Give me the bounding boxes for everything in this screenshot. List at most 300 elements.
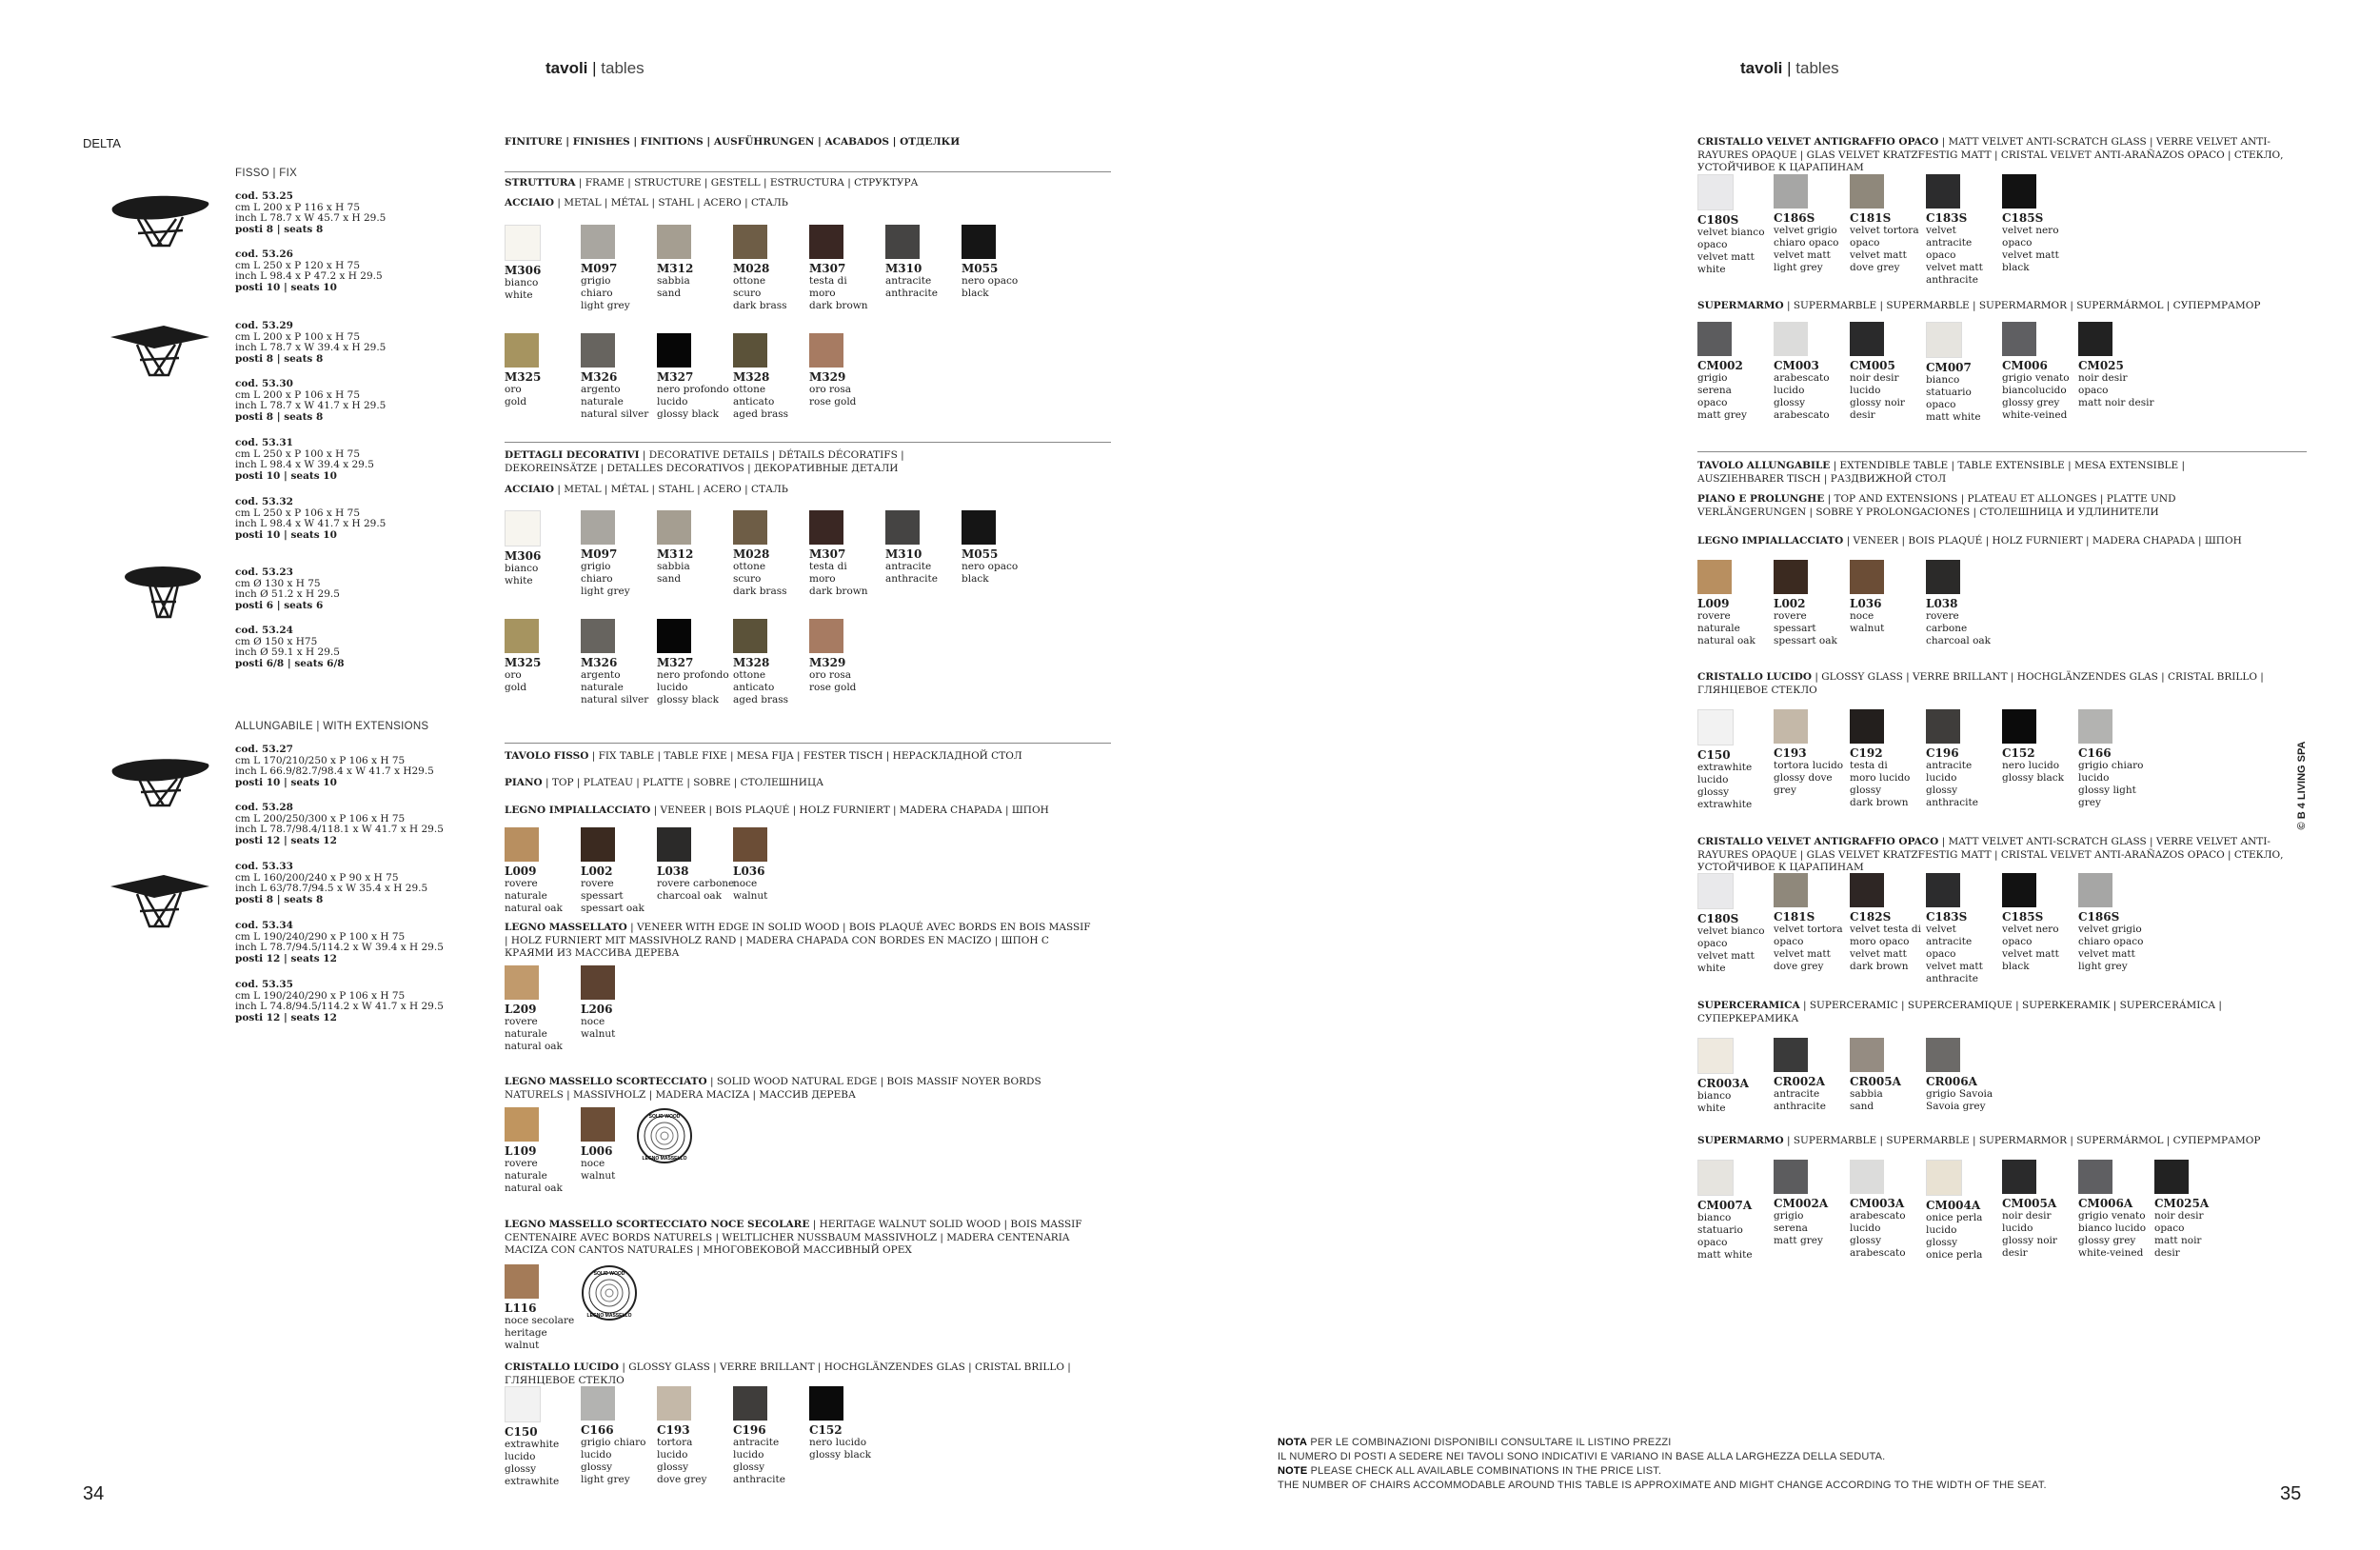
swatch-label: ottone scuro dark brass — [733, 275, 787, 311]
product-spec — [235, 803, 464, 846]
product-code: cod. 53.34 — [235, 920, 293, 931]
swatch-label: bianco white — [505, 277, 539, 301]
swatch-code: CR005A — [1850, 1075, 1901, 1088]
swatch-chip — [885, 510, 920, 545]
swatch-chip — [505, 619, 539, 653]
swatch-label: grigio chiaro lucido glossy light grey — [2078, 760, 2144, 808]
section-piano: PIANO | TOP | PLATEAU | PLATTE | SOBRE | СТОЛЕШНИЦА — [505, 777, 824, 788]
swatch-label: rovere spessart spessart oak — [1774, 610, 1837, 646]
swatch-label: velvet antracite opaco velvet matt anthracite — [1926, 924, 1983, 984]
swatch-code: M310 — [885, 262, 922, 275]
swatch-code: M329 — [809, 656, 846, 669]
swatch-chip — [2078, 873, 2112, 907]
section-supermarmo-ext: SUPERMARMO | SUPERMARBLE | SUPERMARBLE | SUPERMARMOR | SUPERMÁRMOL | СУПЕРМРАМОР — [1697, 1135, 2261, 1146]
finish-swatch — [657, 333, 735, 421]
swatch-chip — [885, 225, 920, 259]
product-spec — [235, 379, 464, 423]
swatch-code: C196 — [1926, 746, 1959, 760]
swatch-chip — [1697, 873, 1734, 909]
swatch-label: oro gold — [505, 384, 527, 407]
swatch-chip — [657, 1386, 691, 1421]
swatch-chip — [809, 333, 843, 368]
finish-swatch — [2002, 174, 2080, 274]
product-spec — [235, 921, 464, 964]
swatch-label: ottone anticato aged brass — [733, 669, 789, 705]
product-code: cod. 53.24 — [235, 625, 293, 636]
swatch-code: L038 — [657, 864, 689, 878]
swatch-label: oro rosa rose gold — [809, 669, 857, 693]
product-code: cod. 53.23 — [235, 566, 293, 578]
finish-swatch — [505, 225, 583, 302]
swatch-chip — [2078, 709, 2112, 744]
swatch-label: rovere naturale natural oak — [1697, 610, 1755, 646]
swatch-label: testa di moro dark brown — [809, 561, 868, 597]
swatch-chip — [962, 225, 996, 259]
finish-swatch — [809, 1386, 887, 1461]
section-cristallo-lucido: CRISTALLO LUCIDO | GLOSSY GLASS | VERRE BRILLANT | HOCHGLÄNZENDES GLAS | CRISTAL BRILLO | ГЛЯНЦЕВОЕ СТЕКЛО — [505, 1361, 1071, 1386]
swatch-code: L009 — [1697, 597, 1730, 610]
swatch-chip — [1850, 709, 1884, 744]
finish-swatch — [2078, 322, 2156, 409]
header-subtitle: tables — [1795, 59, 1839, 77]
product-cm: cm L 190/240/290 x P 100 x H 75 — [235, 930, 406, 943]
finish-swatch — [657, 619, 735, 706]
swatch-chip — [733, 1386, 767, 1421]
finish-swatch — [657, 827, 735, 903]
swatch-label: nero profondo lucido glossy black — [657, 384, 729, 420]
swatch-label: sabbia sand — [657, 275, 690, 299]
swatch-chip — [505, 1386, 541, 1422]
swatch-label: bianco statuario opaco matt white — [1697, 1212, 1753, 1261]
round-table-illustration — [121, 564, 205, 621]
swatch-code: CR006A — [1926, 1075, 1977, 1088]
section-noce-secolare: LEGNO MASSELLO SCORTECCIATO NOCE SECOLARE | HERITAGE WALNUT SOLID WOOD | BOIS MASSIF CENTENAIRE AVEC BORDS NATURELS | WELTLICHER NUSSBAUM MASSIVHOLZ | MADERA CENTENARIA MACIZA CON CANTOS NATURALES | МНОГОВЕКОВОЙ МАССИВНЫЙ ОРЕХ — [505, 1219, 1082, 1256]
product-code: cod. 53.30 — [235, 378, 293, 389]
swatch-chip — [1774, 322, 1808, 356]
swatch-code: CM025A — [2154, 1197, 2210, 1210]
finish-swatch — [885, 225, 963, 300]
finish-swatch — [1697, 1160, 1775, 1262]
finish-swatch — [1697, 322, 1775, 422]
swatch-label: nero lucido glossy black — [2002, 760, 2065, 784]
product-spec — [235, 497, 464, 541]
finish-swatch — [581, 827, 659, 915]
product-cm: cm L 250 x P 100 x H 75 — [235, 447, 361, 460]
finish-swatch — [1697, 560, 1775, 647]
swatch-chip — [505, 1264, 539, 1299]
swatch-chip — [1774, 709, 1808, 744]
swatch-chip — [581, 225, 615, 259]
swatch-label: velvet bianco opaco velvet matt white — [1697, 227, 1765, 275]
product-code: cod. 53.35 — [235, 979, 293, 990]
swatch-code: C186S — [2078, 910, 2120, 924]
swatch-chip — [581, 1107, 615, 1142]
svg-text:SOLID WOOD: SOLID WOOD — [648, 1114, 681, 1120]
swatch-code: M312 — [657, 262, 694, 275]
finish-swatch — [733, 827, 811, 903]
swatch-label: noce secolare heritage walnut — [505, 1315, 575, 1351]
product-cm: cm L 250 x P 106 x H 75 — [235, 507, 361, 519]
swatch-label: noir desir lucido glossy noir desir — [2002, 1210, 2057, 1259]
swatch-code: C196 — [733, 1423, 766, 1437]
swatch-label: grigio chiaro light grey — [581, 561, 630, 597]
product-inch: inch L 98.4 x W 41.7 x H 29.5 — [235, 518, 387, 529]
finish-swatch — [1850, 1160, 1928, 1260]
swatch-chip — [733, 827, 767, 862]
swatch-label: nero opaco black — [962, 275, 1019, 299]
product-spec — [235, 626, 464, 669]
product-seats: posti 10 | seats 10 — [235, 528, 337, 541]
swatch-chip — [1697, 174, 1734, 210]
page-header-left: tavoli | tables — [545, 59, 645, 77]
swatch-code: C180S — [1697, 213, 1739, 227]
swatch-label: rovere naturale natural oak — [505, 1158, 563, 1194]
product-cm: cm L 170/210/250 x P 106 x H 75 — [235, 754, 406, 766]
swatch-label: velvet tortora opaco velvet matt dove grey — [1850, 225, 1919, 273]
finish-swatch — [733, 333, 811, 421]
footnote: NOTA PER LE COMBINAZIONI DISPONIBILI CONSULTARE IL LISTINO PREZZI IL NUMERO DI POSTI A SEDERE NEI TAVOLI SONO INDICATIVI E VARIANO IN BASE ALLA LARGHEZZA DELLA SEDUTA. NOTE PLEASE CHECK ALL AVAILABLE COMBINATIONS IN THE PRICE LIST. THE NUMBER OF CHAIRS ACCOMMODABLE AROUND THIS TABLE IS APPROXIMATE AND MIGHT CHANGE ACCORDING TO THE WIDTH OF THE SEAT. — [1278, 1437, 2047, 1491]
swatch-label: grigio serena matt grey — [1774, 1210, 1823, 1246]
swatch-chip — [1926, 1038, 1960, 1072]
swatch-code: M028 — [733, 547, 770, 561]
swatch-chip — [1774, 1038, 1808, 1072]
swatch-label: noce walnut — [581, 1158, 616, 1182]
swatch-chip — [581, 510, 615, 545]
product-seats: posti 8 | seats 8 — [235, 893, 324, 905]
swatch-code: M307 — [809, 547, 846, 561]
product-cm: cm L 200/250/300 x P 106 x H 75 — [235, 812, 406, 825]
finish-swatch — [657, 225, 735, 300]
swatch-label: extrawhite lucido glossy extrawhite — [505, 1439, 560, 1487]
swatch-chip — [2002, 1160, 2036, 1194]
finish-swatch — [581, 1386, 659, 1486]
swatch-chip — [581, 1386, 615, 1421]
swatch-label: noir desir lucido glossy noir desir — [1850, 372, 1905, 421]
swatch-code: C152 — [809, 1423, 843, 1437]
finish-swatch — [1926, 709, 2004, 809]
finish-swatch — [505, 619, 583, 694]
swatch-chip — [2002, 873, 2036, 907]
swatch-label: ottone anticato aged brass — [733, 384, 789, 420]
swatch-chip — [733, 510, 767, 545]
finish-swatch — [1926, 873, 2004, 985]
product-seats: posti 8 | seats 8 — [235, 352, 324, 365]
swatch-code: C185S — [2002, 910, 2044, 924]
section-legno-massellato: LEGNO MASSELLATO | VENEER WITH EDGE IN SOLID WOOD | BOIS PLAQUÉ AVEC BORDS EN BOIS MASSIF | HOLZ FURNIERT MIT MASSIVHOLZ RAND | MADERA CHAPADA CON BORDES EN MACIZO | ШПОН С КРАЯМИ ИЗ МАССИВА ДЕРЕВА — [505, 922, 1091, 959]
swatch-code: L206 — [581, 1003, 613, 1016]
finish-swatch — [733, 1386, 811, 1486]
section-cristallo-lucido-ext: CRISTALLO LUCIDO | GLOSSY GLASS | VERRE BRILLANT | HOCHGLÄNZENDES GLAS | CRISTAL BRILLO | ГЛЯНЦЕВОЕ СТЕКЛО — [1697, 671, 2264, 696]
product-cm: cm L 200 x P 116 x H 75 — [235, 201, 361, 213]
swatch-label: antracite anthracite — [885, 561, 938, 585]
swatch-label: bianco white — [1697, 1090, 1732, 1114]
finish-swatch — [657, 510, 735, 586]
swatch-code: CM004A — [1926, 1199, 1981, 1212]
swatch-code: M326 — [581, 370, 618, 384]
swatch-chip — [733, 333, 767, 368]
product-inch: inch L 78.7/94.5/114.2 x W 39.4 x H 29.5 — [235, 942, 444, 953]
swatch-label: rovere carbone charcoal oak — [657, 878, 735, 902]
product-code: cod. 53.26 — [235, 248, 293, 260]
swatch-code: M055 — [962, 262, 999, 275]
swatch-label: grigio venato biancolucido glossy grey white-veined — [2002, 372, 2070, 421]
finish-swatch — [505, 965, 583, 1053]
swatch-chip — [657, 827, 691, 862]
finish-swatch — [962, 225, 1040, 300]
finish-swatch — [1697, 873, 1775, 975]
fixed-group-title: FISSO | FIX — [235, 168, 298, 179]
swatch-label: arabescato lucido glossy arabescato — [1774, 372, 1830, 421]
swatch-chip — [2002, 322, 2036, 356]
finish-swatch — [733, 510, 811, 598]
product-cm: cm L 250 x P 120 x H 75 — [235, 259, 361, 271]
swatch-code: M312 — [657, 547, 694, 561]
finish-swatch — [1850, 873, 1928, 973]
swatch-code: CM007A — [1697, 1199, 1753, 1212]
swatch-chip — [505, 510, 541, 546]
swatch-label: velvet grigio chiaro opaco velvet matt light grey — [1774, 225, 1839, 273]
swatch-code: M055 — [962, 547, 999, 561]
swatch-chip — [1926, 1160, 1962, 1196]
swatch-chip — [1850, 873, 1884, 907]
finish-swatch — [1850, 709, 1928, 809]
swatch-label: rovere carbone charcoal oak — [1926, 610, 1992, 646]
finish-swatch — [1774, 1160, 1852, 1247]
product-inch: inch Ø 51.2 x H 29.5 — [235, 588, 340, 600]
swatch-chip — [962, 510, 996, 545]
product-spec — [235, 980, 464, 1023]
swatch-label: velvet testa di moro opaco velvet matt dark brown — [1850, 924, 1921, 972]
finish-swatch — [581, 965, 659, 1041]
swatch-label: tortora lucido glossy dove grey — [657, 1437, 707, 1485]
finish-swatch — [2154, 1160, 2232, 1260]
product-family-title: DELTA — [83, 136, 121, 150]
swatch-chip — [1926, 709, 1960, 744]
product-seats: posti 12 | seats 12 — [235, 1011, 337, 1023]
swatch-label: grigio Savoia Savoia grey — [1926, 1088, 1993, 1112]
section-superceramica: SUPERCERAMICA | SUPERCERAMIC | SUPERCERAMIQUE | SUPERKERAMIK | SUPERCERÁMICA | СУПЕРКЕРАМИКА — [1697, 1000, 2222, 1024]
swatch-code: C150 — [1697, 748, 1731, 762]
finish-swatch — [1774, 322, 1852, 422]
header-subtitle: tables — [601, 59, 645, 77]
swatch-chip — [809, 619, 843, 653]
swatch-chip — [1774, 1160, 1808, 1194]
product-cm: cm L 200 x P 100 x H 75 — [235, 330, 361, 343]
swatch-code: CM002 — [1697, 359, 1743, 372]
finish-swatch — [1774, 1038, 1852, 1113]
swatch-code: CM006A — [2078, 1197, 2133, 1210]
finish-swatch — [1926, 174, 2004, 287]
swatch-code: M326 — [581, 656, 618, 669]
swatch-chip — [1926, 873, 1960, 907]
swatch-code: C166 — [2078, 746, 2112, 760]
swatch-chip — [1697, 322, 1732, 356]
product-seats: posti 12 | seats 12 — [235, 952, 337, 964]
swatch-code: M327 — [657, 370, 694, 384]
swatch-label: noce walnut — [1850, 610, 1885, 634]
swatch-label: argento naturale natural silver — [581, 669, 649, 705]
swatch-chip — [581, 333, 615, 368]
product-inch: inch L 66.9/82.7/98.4 x W 41.7 x H29.5 — [235, 765, 434, 777]
swatch-label: arabescato lucido glossy arabescato — [1850, 1210, 1906, 1259]
swatch-code: M306 — [505, 264, 542, 277]
section-legno-scortecciato: LEGNO MASSELLO SCORTECCIATO | SOLID WOOD NATURAL EDGE | BOIS MASSIF NOYER BORDS NATURELS | MASSIVHOLZ | MADERA MACIZA | МАССИВ ДЕРЕВА — [505, 1076, 1041, 1101]
swatch-label: extrawhite lucido glossy extrawhite — [1697, 762, 1753, 810]
swatch-code: CM005 — [1850, 359, 1895, 372]
swatch-label: bianco statuario opaco matt white — [1926, 374, 1981, 423]
finish-swatch — [1850, 560, 1928, 635]
swatch-chip — [1850, 1038, 1884, 1072]
swatch-code: M097 — [581, 547, 618, 561]
swatch-code: C183S — [1926, 211, 1968, 225]
swatch-label: onice perla lucido glossy onice perla — [1926, 1212, 1983, 1261]
swatch-code: M325 — [505, 370, 542, 384]
swatch-code: C180S — [1697, 912, 1739, 925]
section-dettagli: DETTAGLI DECORATIVI | DECORATIVE DETAILS | DÉTAILS DÉCORATIFS | DEKOREINSÄTZE | DETALLES DECORATIVOS | ДЕКОРАТИВНЫЕ ДЕТАЛИ — [505, 449, 904, 474]
finish-swatch — [2002, 873, 2080, 973]
swatch-chip — [809, 510, 843, 545]
swatch-code: M310 — [885, 547, 922, 561]
swatch-chip — [1774, 873, 1808, 907]
swatch-label: noir desir opaco matt noir desir — [2154, 1210, 2204, 1259]
swatch-label: velvet nero opaco velvet matt black — [2002, 225, 2059, 273]
swatch-label: bianco white — [505, 563, 539, 586]
finish-swatch — [1926, 560, 2004, 647]
finish-swatch — [581, 225, 659, 312]
product-code: cod. 53.25 — [235, 190, 293, 202]
swatch-code: CM007 — [1926, 361, 1972, 374]
finish-swatch — [1774, 174, 1852, 274]
swatch-label: nero lucido glossy black — [809, 1437, 872, 1461]
finish-swatch — [505, 333, 583, 408]
swatch-chip — [1774, 174, 1808, 209]
swatch-code: L209 — [505, 1003, 537, 1016]
finish-swatch — [1774, 560, 1852, 647]
finish-swatch — [1697, 174, 1775, 276]
product-cm: cm L 190/240/290 x P 106 x H 75 — [235, 989, 406, 1002]
finish-swatch — [2002, 1160, 2080, 1260]
swatch-code: C150 — [505, 1425, 538, 1439]
finish-swatch — [657, 1386, 735, 1486]
swatch-code: L009 — [505, 864, 537, 878]
swatch-chip — [657, 333, 691, 368]
product-spec — [235, 438, 464, 482]
swatch-label: rovere naturale natural oak — [505, 1016, 563, 1052]
swatch-chip — [505, 965, 539, 1000]
product-seats: posti 10 | seats 10 — [235, 281, 337, 293]
swatch-chip — [1926, 174, 1960, 209]
swatch-code: C181S — [1850, 211, 1892, 225]
swatch-chip — [1774, 560, 1808, 594]
swatch-code: M328 — [733, 656, 770, 669]
finish-swatch — [581, 510, 659, 598]
finish-swatch — [1850, 174, 1928, 274]
swatch-label: antracite anthracite — [885, 275, 938, 299]
swatch-code: L036 — [733, 864, 765, 878]
product-seats: posti 8 | seats 8 — [235, 223, 324, 235]
section-struttura: STRUTTURA | FRAME | STRUCTURE | GESTELL | ESTRUCTURA | СТРУКТУРА — [505, 177, 919, 189]
swatch-code: L036 — [1850, 597, 1882, 610]
swatch-label: antracite lucido glossy anthracite — [1926, 760, 1978, 808]
product-spec — [235, 745, 464, 788]
swatch-label: testa di moro dark brown — [809, 275, 868, 311]
section-tavolo-fisso: TAVOLO FISSO | FIX TABLE | TABLE FIXE | MESA FIJA | FESTER TISCH | НЕРАСКЛАДНОЙ СТОЛ — [505, 750, 1022, 762]
product-cm: cm Ø 150 x H75 — [235, 635, 318, 647]
finish-swatch — [1774, 709, 1852, 797]
product-inch: inch L 78.7 x W 41.7 x H 29.5 — [235, 400, 387, 411]
svg-text:SOLID WOOD: SOLID WOOD — [593, 1271, 625, 1277]
extendable-rect-table-illustration — [107, 871, 213, 930]
swatch-chip — [581, 965, 615, 1000]
swatch-code: C181S — [1774, 910, 1815, 924]
product-inch: inch L 98.4 x W 39.4 x 29.5 — [235, 459, 374, 470]
svg-text:LEGNO MASSELLO: LEGNO MASSELLO — [642, 1156, 687, 1162]
swatch-chip — [1697, 1038, 1734, 1074]
finish-swatch — [581, 333, 659, 421]
section-legno-impiallacciato: LEGNO IMPIALLACCIATO | VENEER | BOIS PLAQUÉ | HOLZ FURNIERT | MADERA CHAPADA | ШПОН — [505, 805, 1049, 816]
finish-swatch — [1697, 1038, 1775, 1115]
product-spec — [235, 249, 464, 293]
product-spec — [235, 862, 464, 905]
swatch-code: L109 — [505, 1144, 537, 1158]
swatch-label: velvet antracite opaco velvet matt anthracite — [1926, 225, 1983, 286]
product-seats: posti 8 | seats 8 — [235, 410, 324, 423]
swatch-code: C193 — [1774, 746, 1807, 760]
rect-table-illustration — [107, 322, 211, 381]
section-legno-impiallacciato-ext: LEGNO IMPIALLACCIATO | VENEER | BOIS PLAQUÉ | HOLZ FURNIERT | MADERA CHAPADA | ШПОН — [1697, 535, 2242, 546]
swatch-chip — [809, 225, 843, 259]
swatch-label: grigio chiaro lucido glossy light grey — [581, 1437, 646, 1485]
finish-swatch — [1774, 873, 1852, 973]
swatch-code: L038 — [1926, 597, 1958, 610]
product-inch: inch L 78.7 x W 45.7 x H 29.5 — [235, 212, 387, 224]
finish-swatch — [2002, 322, 2080, 422]
swatch-chip — [581, 619, 615, 653]
finish-swatch — [1926, 1160, 2004, 1262]
swatch-chip — [1697, 1160, 1734, 1196]
product-inch: inch Ø 59.1 x H 29.5 — [235, 646, 340, 658]
finishes-title: FINITURE | FINISHES | FINITIONS | AUSFÜHRUNGEN | ACABADOS | ОТДЕЛКИ — [505, 136, 961, 148]
finish-swatch — [733, 619, 811, 706]
swatch-label: argento naturale natural silver — [581, 384, 649, 420]
finish-swatch — [1697, 709, 1775, 811]
extendable-oval-table-illustration — [107, 752, 213, 809]
swatch-chip — [657, 619, 691, 653]
finish-swatch — [505, 827, 583, 915]
finish-swatch — [581, 619, 659, 706]
swatch-code: L116 — [505, 1302, 537, 1315]
finish-swatch — [809, 225, 887, 312]
swatch-label: grigio chiaro light grey — [581, 275, 630, 311]
swatch-label: antracite lucido glossy anthracite — [733, 1437, 785, 1485]
product-cm: cm L 200 x P 106 x H 75 — [235, 388, 361, 401]
finish-swatch — [2078, 709, 2156, 809]
finish-swatch — [2078, 873, 2156, 973]
swatch-chip — [1850, 560, 1884, 594]
swatch-code: C192 — [1850, 746, 1883, 760]
swatch-label: velvet bianco opaco velvet matt white — [1697, 925, 1765, 974]
section-acciaio-dettagli: ACCIAIO | METAL | MÉTAL | STAHL | ACERO | СТАЛЬ — [505, 484, 788, 495]
swatch-label: antracite anthracite — [1774, 1088, 1826, 1112]
finish-swatch — [733, 225, 811, 312]
swatch-code: CR002A — [1774, 1075, 1825, 1088]
section-supermarmo: SUPERMARMO | SUPERMARBLE | SUPERMARBLE | SUPERMARMOR | SUPERMÁRMOL | СУПЕРМРАМОР — [1697, 300, 2261, 311]
page-number-left: 34 — [83, 1483, 105, 1504]
swatch-code: M327 — [657, 656, 694, 669]
product-spec — [235, 321, 464, 365]
finish-swatch — [809, 510, 887, 598]
product-inch: inch L 78.7/98.4/118.1 x W 41.7 x H 29.5 — [235, 824, 444, 835]
